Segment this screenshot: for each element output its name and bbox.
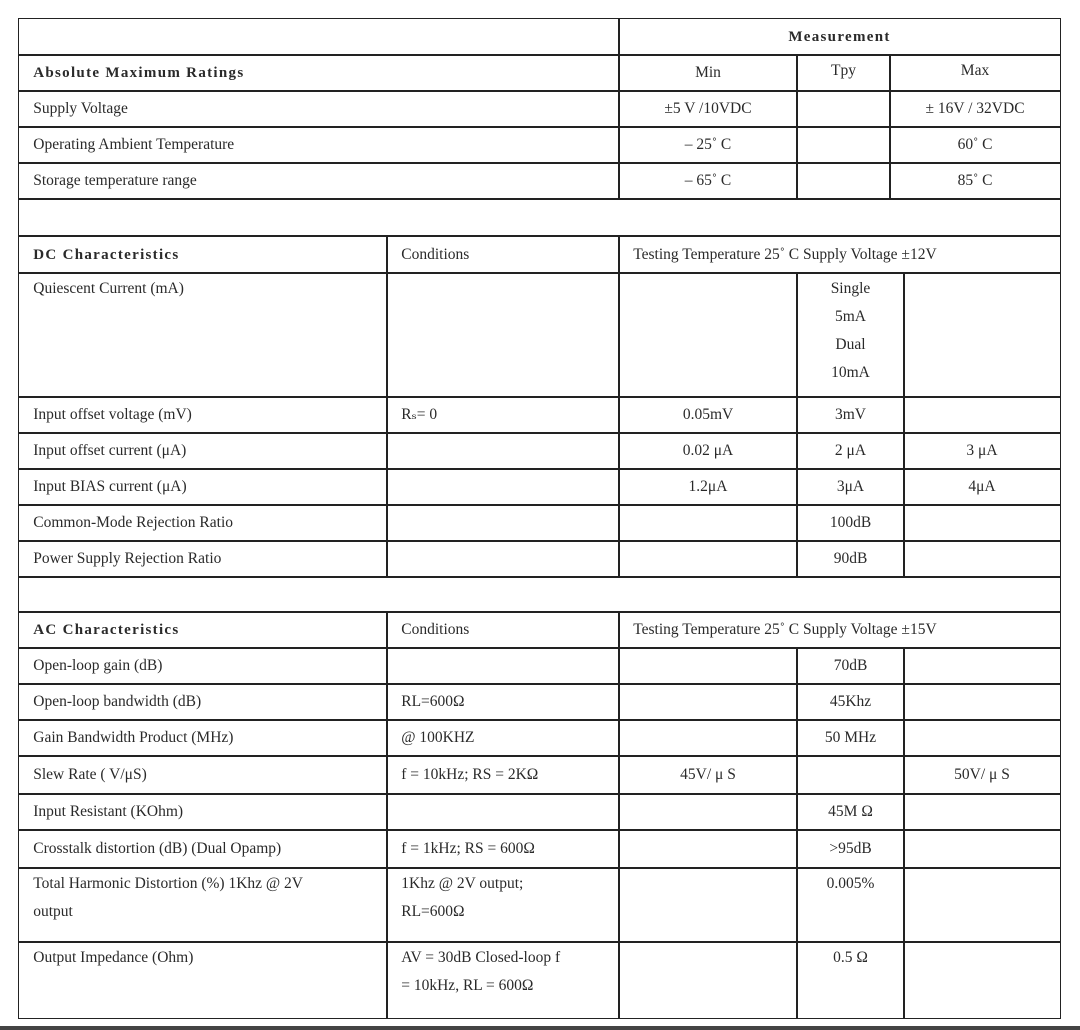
conditions-value: f = 10kHz; RS = 2KΩ [386,755,620,795]
parameter-name: Input offset voltage (mV) [18,396,388,434]
value-min: 0.02 μA [618,432,798,470]
parameter-name: Crosstalk distortion (dB) (Dual Opamp) [18,829,388,869]
value-max: 85˚ C [889,162,1061,200]
parameter-name: Output Impedance (Ohm) [18,941,388,1019]
parameter-name: Open-loop bandwidth (dB) [18,683,388,721]
value-min [618,540,798,578]
conditions-value: f = 1kHz; RS = 600Ω [386,829,620,869]
value-max [903,396,1061,434]
value-max: 60˚ C [889,126,1061,164]
value-typ: 2 μA [796,432,905,470]
value-typ: 45M Ω [796,793,905,831]
parameter-name: Common-Mode Rejection Ratio [18,504,388,542]
value-min: 1.2μA [618,468,798,506]
conditions-header: Conditions [386,611,620,649]
conditions-header: Conditions [386,235,620,274]
value-min [618,647,798,685]
value-typ: 45Khz [796,683,905,721]
value-typ: 90dB [796,540,905,578]
parameter-name: Supply Voltage [18,90,620,128]
column-header-max: Max [889,54,1061,92]
parameter-name: Input Resistant (KOhm) [18,793,388,831]
value-min: ±5 V /10VDC [618,90,798,128]
blank-header-cell [18,18,620,56]
value-typ: Single 5mA Dual 10mA [796,272,905,398]
section-title: DC Characteristics [18,235,388,274]
value-typ [796,90,891,128]
conditions-value: Rₛ= 0 [386,396,620,434]
conditions-value [386,272,620,398]
value-max [903,719,1061,757]
value-max [903,504,1061,542]
value-typ: 70dB [796,647,905,685]
value-max: 3 μA [903,432,1061,470]
value-typ: 3mV [796,396,905,434]
value-max: ± 16V / 32VDC [889,90,1061,128]
value-typ: 3μA [796,468,905,506]
parameter-name: Input offset current (μA) [18,432,388,470]
parameter-name: Input BIAS current (μA) [18,468,388,506]
value-min [618,683,798,721]
conditions-value [386,468,620,506]
parameter-name: Operating Ambient Temperature [18,126,620,164]
value-min [618,829,798,869]
conditions-value [386,540,620,578]
conditions-value: @ 100KHZ [386,719,620,757]
value-max [903,941,1061,1019]
value-max [903,683,1061,721]
bottom-divider [0,1026,1080,1030]
parameter-name: Gain Bandwidth Product (MHz) [18,719,388,757]
spacer-row [18,198,1061,237]
value-min [618,867,798,943]
conditions-value [386,504,620,542]
parameter-name: Quiescent Current (mA) [18,272,388,398]
value-typ: 0.5 Ω [796,941,905,1019]
conditions-value: AV = 30dB Closed-loop f = 10kHz, RL = 600Ω [386,941,620,1019]
value-max [903,272,1061,398]
value-min: – 25˚ C [618,126,798,164]
value-typ [796,126,891,164]
value-max [903,647,1061,685]
value-typ: 100dB [796,504,905,542]
value-typ: >95dB [796,829,905,869]
testing-conditions-header: Testing Temperature 25˚ C Supply Voltage ±12V [618,235,1061,274]
testing-conditions-header: Testing Temperature 25˚ C Supply Voltage ±15V [618,611,1061,649]
value-max: 50V/ μ S [903,755,1061,795]
value-min: – 65˚ C [618,162,798,200]
section-title: AC Characteristics [18,611,388,649]
conditions-value [386,647,620,685]
value-max [903,793,1061,831]
value-typ [796,162,891,200]
value-min: 45V/ μ S [618,755,798,795]
parameter-name: Total Harmonic Distortion (%) 1Khz @ 2V output [18,867,388,943]
parameter-name: Slew Rate ( V/μS) [18,755,388,795]
conditions-value [386,793,620,831]
value-min: 0.05mV [618,396,798,434]
conditions-value [386,432,620,470]
column-header-typ: Tpy [796,54,891,92]
value-typ: 0.005% [796,867,905,943]
value-min [618,272,798,398]
value-max [903,829,1061,869]
conditions-value: RL=600Ω [386,683,620,721]
parameter-name: Power Supply Rejection Ratio [18,540,388,578]
value-min [618,504,798,542]
column-header-min: Min [618,54,798,92]
value-typ [796,755,905,795]
value-typ: 50 MHz [796,719,905,757]
value-max: 4μA [903,468,1061,506]
section-title: Absolute Maximum Ratings [18,54,620,92]
value-max [903,867,1061,943]
parameter-name: Storage temperature range [18,162,620,200]
value-min [618,941,798,1019]
conditions-value: 1Khz @ 2V output; RL=600Ω [386,867,620,943]
value-min [618,793,798,831]
measurement-header: Measurement [618,18,1061,56]
value-min [618,719,798,757]
value-max [903,540,1061,578]
parameter-name: Open-loop gain (dB) [18,647,388,685]
spacer-row [18,576,1061,613]
